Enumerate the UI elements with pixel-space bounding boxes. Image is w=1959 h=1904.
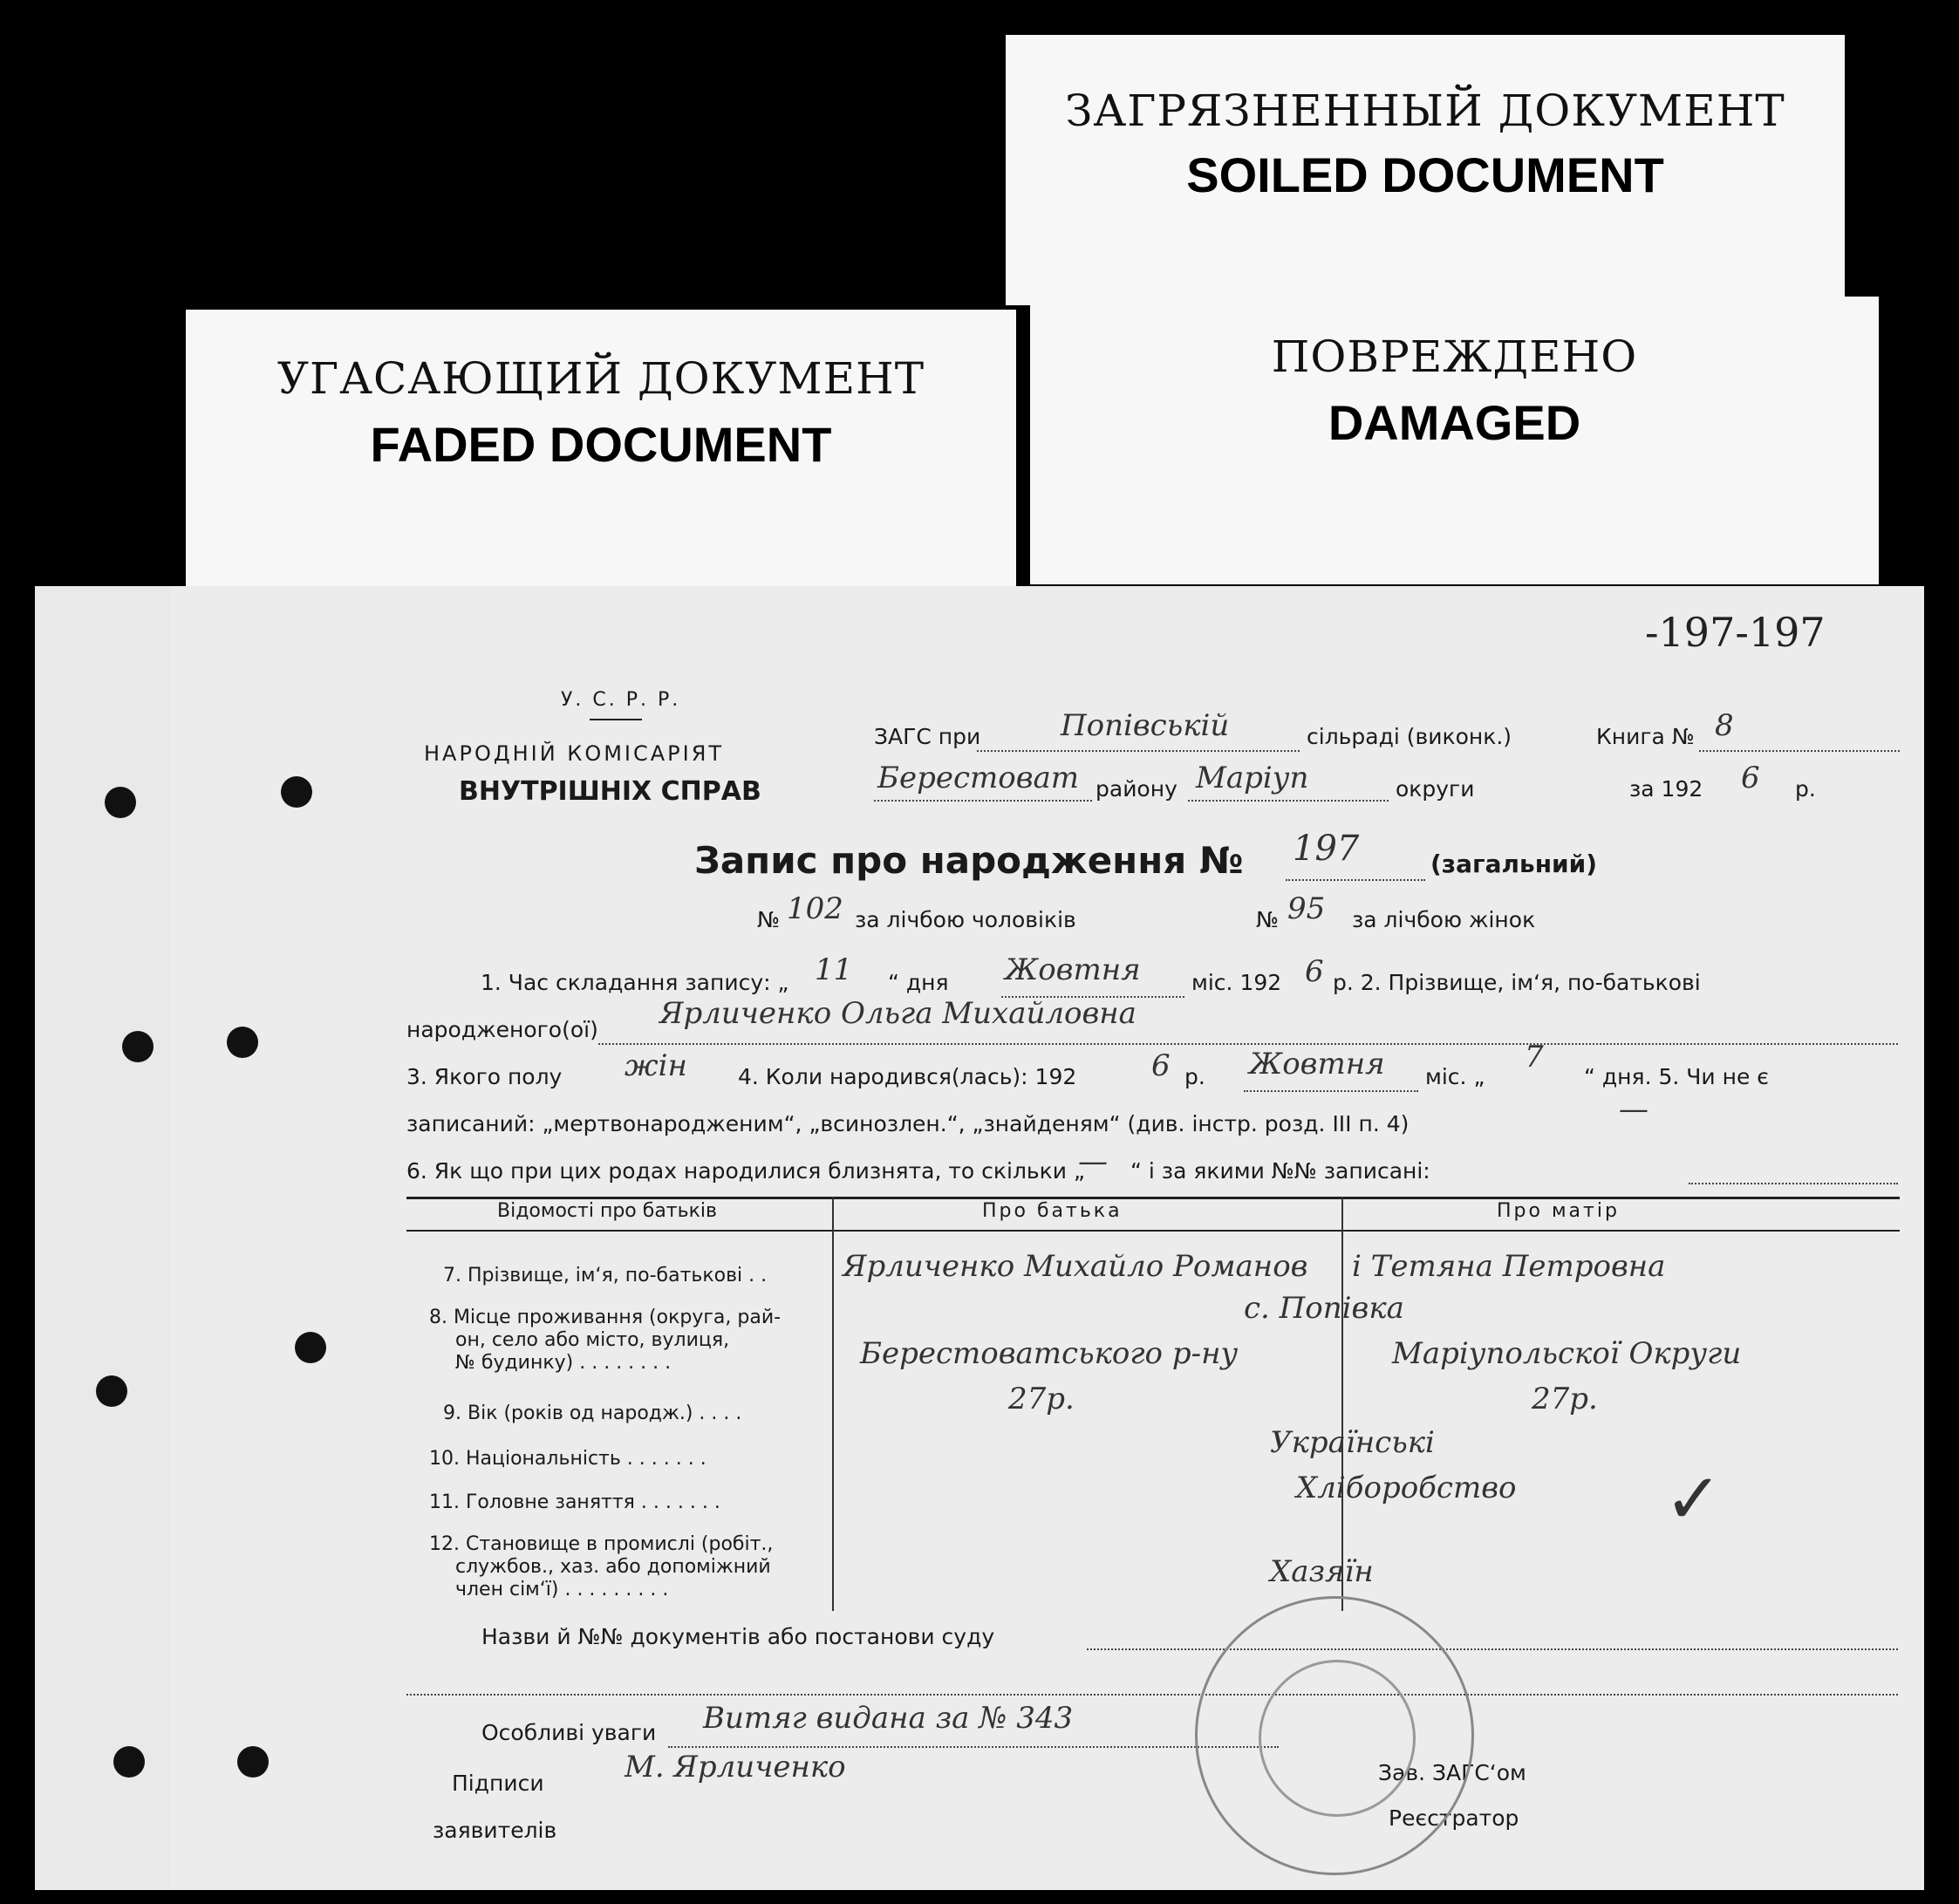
residence-village: с. Попівка: [1244, 1291, 1404, 1326]
sex-value: жін: [625, 1048, 687, 1083]
book-value: 8: [1715, 708, 1734, 743]
card-label-ru: ЗАГРЯЗНЕННЫЙ ДОКУМЕНТ: [1065, 85, 1785, 136]
year-label: за 192: [1629, 776, 1703, 802]
father-age: 27р.: [1008, 1382, 1075, 1416]
field-4-label: 4. Коли народився(лась): 192: [738, 1064, 1077, 1089]
day-value: 11: [815, 952, 853, 987]
year-value: 6: [1741, 761, 1760, 795]
nationality: Українські: [1270, 1425, 1435, 1460]
ussr-heading: У. С. Р. Р.: [561, 689, 681, 711]
stamp-emblem: [1259, 1660, 1416, 1817]
row-11-label: 11. Головне заняття . . . . . . .: [429, 1491, 720, 1513]
punch-hole: [227, 1027, 258, 1058]
stillborn-label: записаний: „мертвонародженим“, „всинозлен.“, „знайденям“ (див. інстр. розд. III п. 4): [406, 1111, 1410, 1136]
field-3-label: 3. Якого полу: [406, 1064, 563, 1089]
row-12-label-a: 12. Становище в промислі (робіт.,: [429, 1533, 774, 1555]
record-year-value: 6: [1305, 954, 1324, 989]
card-label-ru: ПОВРЕЖДЕНО: [1271, 331, 1638, 382]
table-top-border: [406, 1197, 1900, 1199]
father-name: Ярличенко Михайло Романов: [843, 1249, 1308, 1284]
men-count-label: за лічбою чоловіків: [855, 907, 1076, 932]
registrar-label: Реєстратор: [1389, 1805, 1519, 1831]
row-12-label-b: службов., хаз. або допоміжний: [455, 1556, 771, 1578]
record-number: 197: [1293, 829, 1360, 869]
applicants-label: заявителів: [433, 1818, 557, 1843]
residence-okrug: Маріупольскої Округи: [1392, 1336, 1742, 1371]
twins-numbers-field: [1689, 1183, 1898, 1184]
birth-month-field: [1244, 1090, 1418, 1092]
notes-label: Особливі уваги: [481, 1720, 657, 1745]
card-label-ru: УГАСАЮЩИЙ ДОКУМЕНТ: [276, 353, 925, 404]
birth-year-suffix: р.: [1184, 1064, 1205, 1089]
signatures-label: Підписи: [452, 1771, 544, 1796]
family-status: Хазяїн: [1270, 1554, 1374, 1589]
check-mark: ✓: [1664, 1458, 1724, 1539]
archive-number: -197-197: [1645, 609, 1826, 656]
newborn-label: народженого(ої): [406, 1017, 598, 1042]
commissariat-heading: НАРОДНІЙ КОМІСАРІЯТ: [424, 741, 725, 766]
field-2-label: р. 2. Прізвище, ім‘я, по-батькові: [1333, 970, 1701, 995]
punch-hole: [105, 787, 136, 818]
record-number-field: [1286, 879, 1425, 881]
mother-name: і Тетяна Петровна: [1352, 1249, 1666, 1284]
field-1-label: 1. Час складання запису: „: [481, 970, 789, 995]
table-header-father: Про батька: [982, 1200, 1123, 1222]
silrada-label: сільраді (виконк.): [1307, 724, 1512, 749]
table-column-divider: [832, 1197, 834, 1611]
table-header-mother: Про матір: [1497, 1200, 1620, 1222]
binding-stub: [35, 586, 174, 1890]
record-title: Запис про народження №: [694, 839, 1244, 882]
notes-value: Витяг видана за № 343: [703, 1701, 1074, 1736]
newborn-name: Ярличенко Ольга Михайловна: [659, 996, 1136, 1031]
official-stamp: [1195, 1596, 1474, 1875]
table-column-divider: [1341, 1197, 1343, 1611]
punch-hole: [295, 1332, 326, 1363]
women-count-prefix: №: [1256, 907, 1280, 932]
birth-year-value: 6: [1151, 1048, 1171, 1083]
punch-hole: [281, 776, 312, 808]
row-10-label: 10. Національність . . . . . . .: [429, 1448, 706, 1470]
documents-field-2: [406, 1694, 1898, 1696]
punch-hole: [122, 1031, 154, 1062]
notes-field: [668, 1746, 1279, 1748]
zags-pri-label: ЗАГС при: [874, 724, 981, 749]
card-label-en: DAMAGED: [1328, 395, 1581, 450]
men-count-value: 102: [787, 891, 843, 926]
table-header-parents: Відомості про батьків: [497, 1200, 717, 1222]
twins-numbers-label: “ і за якими №№ записані:: [1130, 1158, 1430, 1184]
birth-month-value: Жовтня: [1249, 1047, 1385, 1082]
okrug-field: [1188, 800, 1389, 802]
divider: [590, 719, 642, 720]
women-count-label: за лічбою жінок: [1352, 907, 1536, 932]
raion-label: району: [1096, 776, 1177, 802]
year-prefix: міс. 192: [1191, 970, 1282, 995]
residence-district: Берестоватського р-ну: [860, 1336, 1239, 1371]
occupation: Хліборобство: [1296, 1471, 1517, 1505]
okrug-value: Маріуп: [1196, 761, 1309, 795]
raion-value: Берестоват: [877, 761, 1080, 795]
zags-value: Попівській: [1061, 708, 1230, 743]
punch-hole: [237, 1746, 269, 1778]
birth-record-form: [171, 586, 1924, 1890]
raion-field: [874, 800, 1092, 802]
zags-head-label: Зав. ЗАГС‘ом: [1378, 1760, 1526, 1785]
stillborn-value: —: [1619, 1092, 1648, 1127]
row-8-label-a: 8. Місце проживання (округа, рай-: [429, 1307, 782, 1328]
table-header-border: [406, 1230, 1900, 1232]
women-count-value: 95: [1287, 891, 1326, 926]
internal-affairs-heading: ВНУТРІШНІХ СПРАВ: [459, 776, 761, 807]
row-8-label-b: он, село або місто, вулиця,: [455, 1329, 730, 1351]
twins-value: —: [1078, 1144, 1108, 1179]
field-6-label: 6. Як що при цих родах народилися близнята, то скільки „: [406, 1158, 1085, 1184]
zags-field: [977, 750, 1300, 752]
damaged-document-card: [1030, 297, 1879, 584]
record-type: (загальний): [1430, 850, 1598, 878]
day-label: “ дня: [888, 970, 949, 995]
applicant-signature: М. Ярличенко: [625, 1750, 846, 1785]
documents-label: Назви й №№ документів або постанови суду: [481, 1624, 995, 1649]
month-value: Жовтня: [1005, 952, 1141, 987]
okrug-label: округи: [1396, 776, 1475, 802]
documents-field: [1087, 1648, 1898, 1650]
punch-hole: [113, 1746, 145, 1778]
newborn-name-field: [598, 1043, 1898, 1045]
card-label-en: FADED DOCUMENT: [370, 417, 832, 472]
row-8-label-c: № будинку) . . . . . . . .: [455, 1352, 672, 1374]
row-7-label: 7. Прізвище, ім‘я, по-батькові . .: [443, 1265, 768, 1286]
year-suffix: р.: [1795, 776, 1816, 802]
row-12-label-c: член сім‘ї) . . . . . . . . .: [455, 1579, 669, 1600]
mother-age: 27р.: [1532, 1382, 1598, 1416]
soiled-document-card: [1006, 35, 1845, 305]
field-5-label: “ дня. 5. Чи не є: [1584, 1064, 1769, 1089]
faded-document-card: [186, 310, 1016, 589]
men-count-prefix: №: [757, 907, 781, 932]
birth-day-value: 7: [1525, 1040, 1544, 1075]
punch-hole: [96, 1375, 127, 1407]
row-9-label: 9. Вік (років од народж.) . . . .: [443, 1402, 742, 1424]
book-field: [1699, 750, 1900, 752]
birth-month-label: міс. „: [1425, 1064, 1485, 1089]
book-label: Книга №: [1596, 724, 1695, 749]
card-label-en: SOILED DOCUMENT: [1186, 147, 1664, 202]
